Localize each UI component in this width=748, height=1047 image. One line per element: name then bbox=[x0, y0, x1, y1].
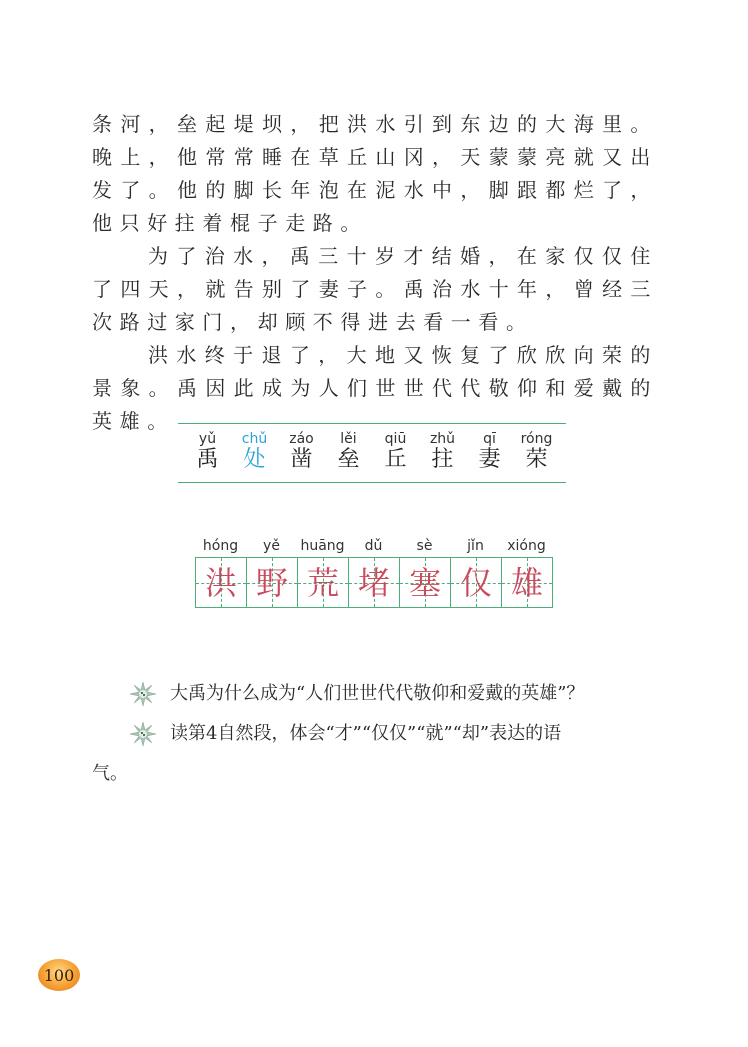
recognize-words-table bbox=[178, 423, 566, 483]
word-cell bbox=[515, 424, 559, 482]
hanzi: 雄 bbox=[510, 563, 543, 602]
hanzi: 丘 bbox=[384, 447, 407, 472]
pinyin: chǔ bbox=[241, 431, 268, 447]
tian-grid-box bbox=[298, 558, 349, 607]
question-item bbox=[92, 674, 658, 714]
pinyin: qī bbox=[483, 431, 496, 447]
hanzi: 荣 bbox=[525, 447, 548, 472]
word-cell bbox=[468, 424, 512, 482]
pinyin: záo bbox=[289, 431, 314, 447]
paragraph-continuation: 条河，垒起堤坝，把洪水引到东边的大海里。晚上，他常常睡在草丘山冈，天蒙蒙亮就又出发了。他的脚长年泡在泥水中，脚跟都烂了，他只好拄着棍子走路。 bbox=[92, 112, 658, 235]
word-cell bbox=[421, 424, 465, 482]
page-number: 100 bbox=[43, 965, 75, 985]
pinyin: jǐn bbox=[467, 538, 484, 554]
hanzi: 拄 bbox=[431, 447, 454, 472]
pinyin: yǔ bbox=[198, 431, 217, 447]
pinyin: sè bbox=[416, 538, 433, 554]
pinyin: yě bbox=[263, 538, 280, 554]
hanzi: 荒 bbox=[306, 563, 339, 602]
question-text-continuation: 气。 bbox=[92, 763, 128, 784]
lesson-text bbox=[92, 108, 658, 438]
flower-bullet-icon bbox=[130, 722, 156, 746]
page-number-badge bbox=[38, 959, 80, 991]
hanzi: 凿 bbox=[290, 447, 313, 472]
grid-box-row bbox=[195, 557, 553, 608]
word-cell bbox=[186, 424, 230, 482]
word-cell bbox=[280, 424, 324, 482]
paragraph-flood-receded: 洪水终于退了，大地又恢复了欣欣向荣的景象。禹因此成为人们世世代代敬仰和爱戴的英雄。 bbox=[92, 343, 658, 433]
pinyin: hóng bbox=[202, 538, 239, 554]
pinyin: zhǔ bbox=[429, 431, 456, 447]
tian-grid-box bbox=[247, 558, 298, 607]
hanzi: 塞 bbox=[408, 563, 441, 602]
hanzi: 洪 bbox=[204, 563, 237, 602]
pinyin: lěi bbox=[340, 431, 357, 447]
writing-grid bbox=[195, 536, 553, 608]
hanzi: 仅 bbox=[459, 563, 492, 602]
tian-grid-box bbox=[451, 558, 502, 607]
hanzi: 禹 bbox=[196, 447, 219, 472]
pinyin: huāng bbox=[300, 538, 345, 554]
tian-grid-box bbox=[400, 558, 451, 607]
hanzi: 野 bbox=[255, 563, 288, 602]
hanzi: 处 bbox=[243, 447, 266, 472]
question-item bbox=[92, 714, 658, 794]
hanzi: 垒 bbox=[337, 447, 360, 472]
tian-grid-box bbox=[349, 558, 400, 607]
word-cell bbox=[374, 424, 418, 482]
pinyin: xióng bbox=[507, 538, 546, 554]
questions-section bbox=[92, 674, 658, 794]
pinyin: qiū bbox=[384, 431, 407, 447]
pinyin: róng bbox=[520, 431, 553, 447]
hanzi: 堵 bbox=[357, 563, 390, 602]
question-text: 读第4自然段，体会“才”“仅仅”“就”“却”表达的语 bbox=[170, 723, 562, 744]
hanzi: 妻 bbox=[478, 447, 501, 472]
paragraph-marriage: 为了治水，禹三十岁才结婚，在家仅仅住了四天，就告别了妻子。禹治水十年，曾经三次路过家门，却顾不得进去看一看。 bbox=[92, 244, 658, 334]
grid-pinyin-row bbox=[195, 536, 553, 557]
tian-grid-box bbox=[502, 558, 553, 607]
word-cell-highlighted bbox=[233, 424, 277, 482]
question-text: 大禹为什么成为“人们世世代代敬仰和爱戴的英雄”？ bbox=[170, 683, 585, 704]
word-cell bbox=[327, 424, 371, 482]
tian-grid-box bbox=[196, 558, 247, 607]
pinyin: dǔ bbox=[364, 538, 383, 554]
flower-bullet-icon bbox=[130, 682, 156, 706]
